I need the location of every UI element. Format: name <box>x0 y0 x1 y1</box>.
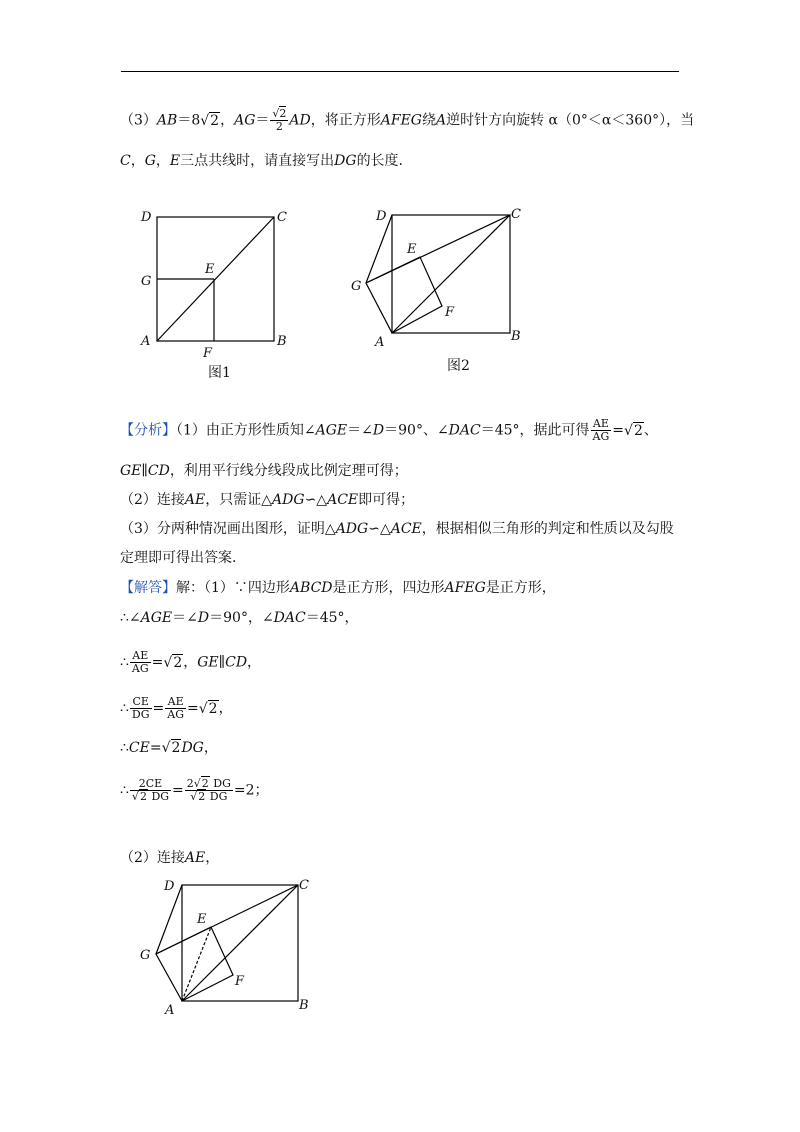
fraction <box>130 778 171 803</box>
figure-3 <box>135 873 335 1023</box>
text: 是正方形，四边形 <box>332 580 445 596</box>
text: ， <box>130 153 145 169</box>
sqrt: √2 <box>190 790 206 803</box>
denominator: DG <box>131 708 150 721</box>
analysis-line-1 <box>120 418 658 443</box>
text: ， <box>203 740 218 756</box>
var: GE <box>120 463 142 479</box>
var: CD <box>147 463 170 479</box>
text: ， <box>218 700 233 717</box>
answer-line-1 <box>120 578 556 598</box>
var: ACE <box>390 521 422 537</box>
answer-line-5 <box>120 738 218 758</box>
denominator: AG <box>131 662 149 675</box>
denominator <box>130 791 171 803</box>
text: = <box>612 422 625 439</box>
text: DG <box>151 790 170 803</box>
radicand: 2 <box>201 777 209 790</box>
square-afeg <box>156 927 233 1001</box>
var: AE <box>184 492 206 508</box>
text: 逆时针方向旋转 α（0°＜α＜360°），当 <box>446 112 695 129</box>
label-g: G <box>141 274 152 289</box>
text: 定理即可得出答案. <box>120 550 237 566</box>
var: DAC <box>448 422 481 439</box>
answer-line-3: ∴ $\frac{AE}{AG}$ =√2，GE∥CD， <box>120 649 262 675</box>
var: A <box>435 112 447 129</box>
text: 三点共线时，请直接写出 <box>180 153 335 169</box>
text: = <box>152 700 165 717</box>
label-e: E <box>407 242 417 257</box>
denominator: 2 <box>275 120 283 133</box>
text: ∥ <box>218 654 226 671</box>
text: ＝45°， <box>305 610 359 626</box>
text: ， <box>247 654 262 671</box>
answer-line-6 <box>120 778 269 803</box>
numerator: AE <box>130 650 151 663</box>
label-d: D <box>376 209 387 224</box>
figure-1-caption: 图1 <box>208 365 231 381</box>
fraction <box>130 696 152 721</box>
header-rule <box>121 71 679 72</box>
denominator <box>185 791 233 803</box>
text: ∽△ <box>304 492 328 508</box>
var: E <box>169 153 181 169</box>
text: ，利用平行线分线段成比例定理可得； <box>169 463 408 479</box>
numerator: 2CE <box>130 778 171 791</box>
question-3-line-2 <box>120 151 403 171</box>
answer-line-2 <box>120 608 359 628</box>
radicand: 2 <box>198 790 206 803</box>
text: ＝90°，∠ <box>209 610 274 626</box>
var: ADG <box>335 521 369 537</box>
text: ＝8 <box>177 112 201 129</box>
text: ∥ <box>141 463 148 479</box>
var: AFEG <box>444 580 486 596</box>
numerator: CE <box>130 696 152 709</box>
segment-gc <box>156 885 298 954</box>
label-d: D <box>164 879 175 894</box>
text: = <box>149 740 162 756</box>
analysis-line-4 <box>120 519 674 539</box>
text: ， <box>220 112 235 129</box>
figure-2-caption: 图2 <box>447 358 470 374</box>
var: D <box>372 422 385 439</box>
text: ＝ <box>255 112 270 129</box>
var: GE <box>197 654 219 671</box>
sqrt: √2 <box>131 790 147 803</box>
var: CD <box>225 654 248 671</box>
radicand: 2 <box>208 700 218 717</box>
sqrt: √2 <box>198 700 218 717</box>
text: ，只需证△ <box>205 492 273 508</box>
var: AGE <box>140 610 173 626</box>
answer-line-4 <box>120 696 233 721</box>
therefore: ∴ <box>120 654 129 671</box>
text: （3） <box>120 112 157 129</box>
text: ， <box>205 850 220 866</box>
radicand: 2 <box>633 422 643 439</box>
fraction <box>165 696 186 721</box>
var: ADG <box>272 492 305 508</box>
label-c: C <box>511 207 521 222</box>
text: 即可得； <box>358 492 415 508</box>
text: DG <box>209 790 228 803</box>
analysis-line-3 <box>120 490 414 510</box>
label-d: D <box>141 210 152 225</box>
fraction <box>130 650 151 675</box>
radicand: 2 <box>210 112 220 129</box>
text: = <box>151 654 164 671</box>
numerator: √2 <box>272 107 287 120</box>
text: （2）连接 <box>120 492 185 508</box>
text: = <box>187 700 199 717</box>
text: 绕 <box>421 112 436 129</box>
var: ACE <box>327 492 359 508</box>
sqrt: √2 <box>193 777 209 790</box>
numerator: AE <box>591 418 612 431</box>
text: （2）连接 <box>120 850 185 866</box>
sqrt: √2 <box>161 740 181 756</box>
text: ＝∠ <box>347 422 373 439</box>
label-a: A <box>141 334 151 349</box>
text: 2 <box>186 777 194 790</box>
label-f: F <box>235 974 245 989</box>
label-b: B <box>511 329 521 344</box>
var: C <box>120 153 131 169</box>
answer-tag: 【解答】 <box>120 580 176 596</box>
label-e: E <box>205 262 215 277</box>
var: AG <box>234 112 256 129</box>
label-c: C <box>299 878 309 893</box>
question-3-line-1 <box>120 108 694 133</box>
text: = <box>172 782 184 799</box>
analysis-line-5 <box>120 548 236 568</box>
label-a: A <box>165 1003 175 1018</box>
text: 解：（1）∵四边形 <box>176 580 290 596</box>
text: （3）分两种情况画出图形，证明△ <box>120 521 336 537</box>
sqrt: √2 <box>200 112 220 129</box>
radicand: 2 <box>279 107 287 120</box>
radicand: 2 <box>173 654 183 671</box>
label-f: F <box>203 346 213 361</box>
var: AD <box>289 112 311 129</box>
fraction <box>185 778 233 803</box>
var: AB <box>156 112 178 129</box>
denominator: AG <box>167 708 184 721</box>
label-g: G <box>140 948 151 963</box>
denominator: AG <box>592 430 610 443</box>
var: AE <box>184 850 206 866</box>
therefore: ∴ <box>120 740 129 756</box>
text: ，根据相似三角形的判定和性质以及勾股 <box>421 521 674 537</box>
part-2-line <box>120 848 219 868</box>
sqrt: √2 <box>624 422 643 439</box>
label-b: B <box>299 998 309 1013</box>
dashed-ae <box>182 927 211 1001</box>
text: ∽△ <box>368 521 391 537</box>
text: DG <box>213 777 231 790</box>
label-g: G <box>351 279 362 294</box>
var: AFEG <box>380 112 422 129</box>
figure-2 <box>345 200 535 350</box>
label-b: B <box>277 334 287 349</box>
text: ∴∠ <box>120 610 141 626</box>
var: CE <box>128 740 150 756</box>
therefore: ∴ <box>120 782 129 799</box>
text: ＝90°、∠ <box>384 422 449 439</box>
var: ABCD <box>289 580 333 596</box>
analysis-line-2 <box>120 461 408 481</box>
label-c: C <box>277 210 287 225</box>
fraction <box>591 418 612 443</box>
radicand: 2 <box>171 740 181 756</box>
radicand: 2 <box>139 790 147 803</box>
var: DG <box>181 740 204 756</box>
text: ， <box>155 153 170 169</box>
fraction <box>270 108 288 133</box>
var: G <box>144 153 156 169</box>
var: DAC <box>273 610 306 626</box>
sqrt: √2 <box>163 654 183 671</box>
analysis-tag: 【分析】 <box>120 422 176 439</box>
var: AGE <box>315 422 348 439</box>
text: （1）由正方形性质知∠ <box>176 422 316 439</box>
label-e: E <box>197 912 207 927</box>
text: ＝∠ <box>172 610 198 626</box>
text: ，将正方形 <box>310 112 381 129</box>
figure-1 <box>135 205 295 365</box>
text: ＝45°，据此可得 <box>480 422 590 439</box>
var: DG <box>334 153 357 169</box>
label-a: A <box>375 335 385 350</box>
text: 、 <box>643 422 658 439</box>
label-f: F <box>445 305 455 320</box>
numerator: AE <box>165 696 186 709</box>
therefore: ∴ <box>120 700 129 717</box>
text: 是正方形， <box>485 580 556 596</box>
text: 的长度. <box>356 153 404 169</box>
text: =2； <box>233 782 269 799</box>
var: D <box>197 610 210 626</box>
